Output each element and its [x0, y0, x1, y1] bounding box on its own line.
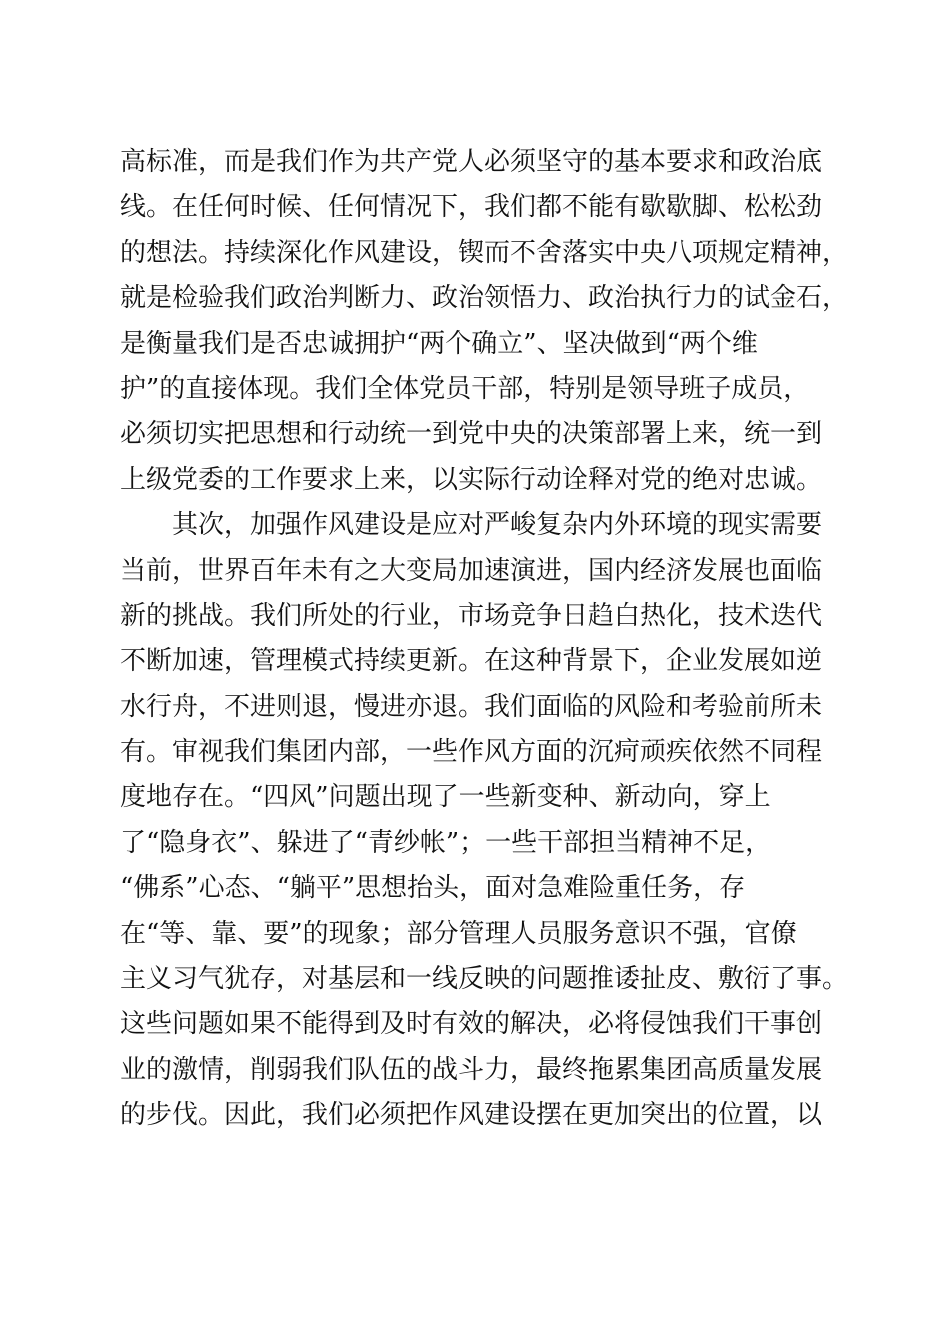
text-line: 高标准，而是我们作为共产党人必须坚守的基本要求和政治底 — [120, 147, 823, 177]
text-line: 护”的直接体现。我们全体党员干部，特别是领导班子成员， — [120, 373, 810, 404]
text-line: 这些问题如果不能得到及时有效的解决，必将侵蚀我们干事创 — [120, 1009, 823, 1040]
body-text — [120, 140, 849, 1139]
text-line: 新的挑战。我们所处的行业，市场竞争日趋白热化，技术迭代 — [120, 600, 823, 631]
text-line: 线。在任何时候、任何情况下，我们都不能有歇歇脚、松松劲 — [120, 192, 823, 223]
text-line: 不断加速，管理模式持续更新。在这种背景下，企业发展如逆 — [120, 646, 823, 677]
text-line: “佛系”心态、“躺平”思想抬头，面对急难险重任务，存 — [120, 873, 746, 904]
text-line: 水行舟，不进则退，慢进亦退。我们面临的风险和考验前所未 — [120, 691, 823, 722]
text-line: 业的激情，削弱我们队伍的战斗力，最终拖累集团高质量发展 — [120, 1054, 823, 1085]
text-line: 的想法。持续深化作风建设，锲而不舍落实中央八项规定精神， — [120, 237, 849, 268]
text-line: 是衡量我们是否忠诚拥护“两个确立”、坚决做到“两个维 — [120, 328, 758, 359]
text-line: 的步伐。因此，我们必须把作风建设摆在更加突出的位置，以 — [120, 1100, 823, 1131]
text-line: 有。审视我们集团内部，一些作风方面的沉疴顽疾依然不同程 — [120, 737, 823, 768]
text-line: 在“等、靠、要”的现象；部分管理人员服务意识不强，官僚 — [120, 918, 797, 949]
text-line: 就是检验我们政治判断力、政治领悟力、政治执行力的试金石， — [120, 283, 849, 314]
text-line: 了“隐身衣”、躲进了“青纱帐”；一些干部担当精神不足， — [120, 827, 772, 858]
text-line: 当前，世界百年未有之大变局加速演进，国内经济发展也面临 — [120, 555, 823, 586]
text-line: 必须切实把思想和行动统一到党中央的决策部署上来，统一到 — [120, 419, 823, 450]
text-line: 主义习气犹存，对基层和一线反映的问题推诿扯皮、敷衍了事。 — [120, 964, 849, 995]
text-line: 上级党委的工作要求上来，以实际行动诠释对党的绝对忠诚。 — [120, 464, 823, 495]
paragraph-first-line: 其次，加强作风建设是应对严峻复杂内外环境的现实需要 — [172, 510, 823, 541]
text-line: 度地存在。“四风”问题出现了一些新变种、新动向，穿上 — [120, 782, 771, 813]
